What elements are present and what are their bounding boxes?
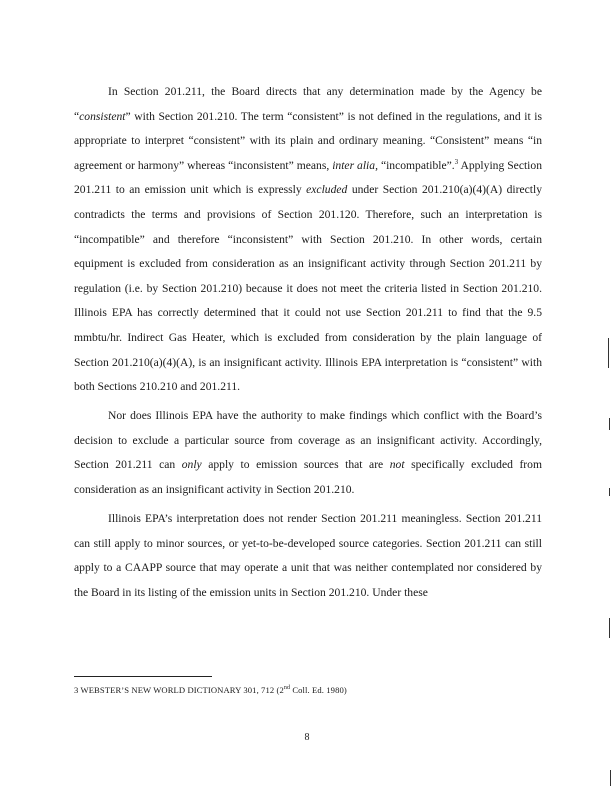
- scan-edge-mark: [609, 618, 610, 638]
- body-text: [74, 80, 542, 610]
- scan-edge-mark: [608, 338, 609, 368]
- paragraph-3: Illinois EPA’s interpretation does not render Section 201.211 meaningless. Section 201.211 can still apply to minor sources, or yet-to-be-developed source categories. Section 201.211 can still apply to a CAAPP source that may operate a unit that was neither contemplated nor considered by the Board in its listing of the emission units in Section 201.210. Under these: [74, 512, 542, 599]
- emphasis-only: only: [181, 458, 202, 472]
- paragraph-1: In Section 201.211, the Board directs that any determination made by the Agency be “consistent” with Section 201.210. The term “consistent” is not defined in the regulations, and it is appropriate to interpret “consistent” with its plain and ordinary meaning. “Consistent” means “in agreement or harmony” whereas “inconsistent” means, inter alia, “incompatible”.$^3$ Applying Section 201.211 to an emission unit which is expressly excluded under Section 201.210(a)(4)(A) directly contradicts the terms and provisions of Section 201.120. Therefore, such an interpretation is “incompatible” and therefore “inconsistent” with Section 201.210. In other words, certain equipment is excluded from consideration as an insignificant activity through Section 201.211 by regulation (i.e. by Section 201.210) because it does not meet the criteria listed in Section 201.210. Illinois EPA has correctly determined that it could not use Section 201.211 to find that the 9.5 mmbtu/hr. Indirect Gas Heater, which is excluded from consideration by the plain language of Section 201.210(a)(4)(A), is an insignificant activity. Illinois EPA interpretation is “consistent” with both Sections 210.210 and 201.211.: [74, 85, 542, 394]
- page-number: 8: [304, 732, 310, 743]
- emphasis-not: not: [389, 458, 405, 472]
- footnote-text: WEBSTER’S NEW WORLD DICTIONARY 301, 712 (: [80, 684, 280, 695]
- scan-edge-mark: [609, 418, 610, 430]
- footnote: 3 WEBSTER’S NEW WORLD DICTIONARY 301, 712 (2nd Coll. Ed. 1980): [74, 684, 347, 695]
- scan-edge-mark: [610, 770, 611, 786]
- emphasis-excluded: excluded: [306, 183, 348, 197]
- emphasis-inter-alia: inter alia,: [332, 158, 378, 172]
- footnote-reference: 3: [454, 157, 459, 166]
- emphasis-consistent: consistent: [79, 109, 126, 123]
- paragraph-2: Nor does Illinois EPA have the authority to make findings which conflict with the Board’s decision to exclude a particular source from coverage as an insignificant activity. Accordingly, Section 201.211 can only apply to emission sources that are not specifically excluded from consideration as an insignificant activity in Section 201.210.: [74, 409, 542, 496]
- footnote-divider: [74, 676, 212, 677]
- footnote-number: 3: [74, 684, 79, 695]
- scan-edge-mark: [609, 488, 610, 496]
